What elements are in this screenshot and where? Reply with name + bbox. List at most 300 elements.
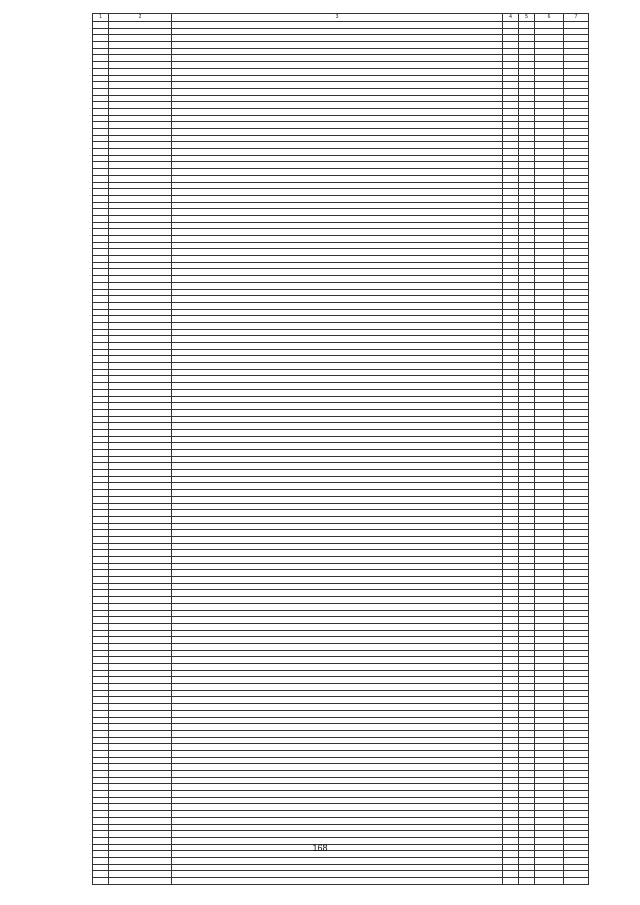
table-cell-col-3 xyxy=(172,195,503,202)
table-cell-col-4 xyxy=(503,296,519,303)
table-cell-col-1 xyxy=(93,871,109,878)
table-cell-col-7 xyxy=(564,329,589,336)
table-cell-col-4 xyxy=(503,530,519,537)
table-cell-col-7 xyxy=(564,797,589,804)
table-cell-col-3 xyxy=(172,35,503,42)
table-cell-col-1 xyxy=(93,730,109,737)
table-cell-col-7 xyxy=(564,664,589,671)
table-cell-col-6 xyxy=(535,710,564,717)
table-cell-col-4 xyxy=(503,169,519,176)
table-cell-col-1 xyxy=(93,844,109,851)
table-cell-col-1 xyxy=(93,376,109,383)
table-cell-col-6 xyxy=(535,797,564,804)
table-row xyxy=(93,724,589,731)
table-cell-col-2 xyxy=(109,824,172,831)
table-cell-col-5 xyxy=(519,831,535,838)
table-row xyxy=(93,316,589,323)
table-cell-col-7 xyxy=(564,229,589,236)
table-row xyxy=(93,169,589,176)
table-cell-col-5 xyxy=(519,677,535,684)
table-cell-col-2 xyxy=(109,617,172,624)
table-cell-col-3 xyxy=(172,817,503,824)
table-cell-col-7 xyxy=(564,483,589,490)
table-cell-col-5 xyxy=(519,236,535,243)
table-cell-col-4 xyxy=(503,677,519,684)
table-cell-col-5 xyxy=(519,650,535,657)
table-cell-col-5 xyxy=(519,383,535,390)
table-cell-col-2 xyxy=(109,102,172,109)
table-cell-col-5 xyxy=(519,229,535,236)
table-cell-col-3 xyxy=(172,329,503,336)
table-cell-col-6 xyxy=(535,831,564,838)
table-cell-col-7 xyxy=(564,583,589,590)
table-cell-col-4 xyxy=(503,463,519,470)
table-cell-col-1 xyxy=(93,429,109,436)
table-cell-col-4 xyxy=(503,590,519,597)
table-cell-col-1 xyxy=(93,670,109,677)
table-cell-col-7 xyxy=(564,242,589,249)
table-cell-col-6 xyxy=(535,470,564,477)
table-cell-col-5 xyxy=(519,737,535,744)
table-cell-col-4 xyxy=(503,222,519,229)
table-cell-col-7 xyxy=(564,590,589,597)
table-cell-col-7 xyxy=(564,476,589,483)
table-cell-col-3 xyxy=(172,744,503,751)
table-row xyxy=(93,791,589,798)
table-cell-col-3 xyxy=(172,229,503,236)
table-cell-col-4 xyxy=(503,730,519,737)
table-row xyxy=(93,343,589,350)
table-cell-col-5 xyxy=(519,108,535,115)
table-cell-col-1 xyxy=(93,182,109,189)
table-cell-col-4 xyxy=(503,831,519,838)
column-number-7: 7 xyxy=(564,14,589,22)
table-cell-col-3 xyxy=(172,108,503,115)
table-cell-col-3 xyxy=(172,730,503,737)
table-cell-col-5 xyxy=(519,296,535,303)
table-cell-col-6 xyxy=(535,22,564,29)
table-cell-col-5 xyxy=(519,851,535,858)
table-cell-col-4 xyxy=(503,791,519,798)
table-cell-col-3 xyxy=(172,737,503,744)
table-cell-col-6 xyxy=(535,55,564,62)
table-cell-col-5 xyxy=(519,710,535,717)
table-row xyxy=(93,730,589,737)
table-row xyxy=(93,209,589,216)
table-cell-col-3 xyxy=(172,215,503,222)
table-cell-col-7 xyxy=(564,62,589,69)
table-cell-col-5 xyxy=(519,777,535,784)
table-cell-col-4 xyxy=(503,817,519,824)
table-cell-col-6 xyxy=(535,376,564,383)
table-cell-col-4 xyxy=(503,483,519,490)
table-cell-col-6 xyxy=(535,129,564,136)
table-row xyxy=(93,603,589,610)
table-cell-col-7 xyxy=(564,650,589,657)
table-cell-col-1 xyxy=(93,195,109,202)
table-cell-col-4 xyxy=(503,583,519,590)
table-cell-col-4 xyxy=(503,229,519,236)
table-cell-col-7 xyxy=(564,757,589,764)
table-cell-col-1 xyxy=(93,503,109,510)
table-row xyxy=(93,617,589,624)
table-cell-col-5 xyxy=(519,416,535,423)
table-cell-col-7 xyxy=(564,710,589,717)
table-cell-col-4 xyxy=(503,844,519,851)
table-cell-col-7 xyxy=(564,316,589,323)
table-cell-col-2 xyxy=(109,590,172,597)
table-cell-col-3 xyxy=(172,617,503,624)
table-cell-col-6 xyxy=(535,316,564,323)
table-row xyxy=(93,470,589,477)
table-cell-col-4 xyxy=(503,871,519,878)
table-cell-col-6 xyxy=(535,202,564,209)
table-cell-col-3 xyxy=(172,249,503,256)
table-cell-col-6 xyxy=(535,764,564,771)
table-cell-col-6 xyxy=(535,577,564,584)
table-cell-col-2 xyxy=(109,677,172,684)
table-cell-col-3 xyxy=(172,650,503,657)
table-cell-col-7 xyxy=(564,503,589,510)
table-cell-col-4 xyxy=(503,316,519,323)
table-cell-col-2 xyxy=(109,570,172,577)
table-cell-col-1 xyxy=(93,135,109,142)
table-cell-col-6 xyxy=(535,697,564,704)
table-cell-col-6 xyxy=(535,436,564,443)
table-cell-col-5 xyxy=(519,543,535,550)
column-number-5: 5 xyxy=(519,14,535,22)
table-cell-col-2 xyxy=(109,236,172,243)
table-cell-col-4 xyxy=(503,804,519,811)
table-cell-col-4 xyxy=(503,309,519,316)
table-row xyxy=(93,429,589,436)
table-cell-col-4 xyxy=(503,423,519,430)
table-cell-col-5 xyxy=(519,724,535,731)
table-row xyxy=(93,530,589,537)
table-cell-col-3 xyxy=(172,42,503,49)
table-cell-col-3 xyxy=(172,155,503,162)
table-cell-col-3 xyxy=(172,697,503,704)
table-cell-col-6 xyxy=(535,483,564,490)
table-cell-col-4 xyxy=(503,563,519,570)
table-cell-col-1 xyxy=(93,48,109,55)
table-cell-col-3 xyxy=(172,209,503,216)
table-row xyxy=(93,757,589,764)
table-cell-col-1 xyxy=(93,443,109,450)
table-row xyxy=(93,162,589,169)
table-cell-col-3 xyxy=(172,48,503,55)
table-cell-col-5 xyxy=(519,563,535,570)
table-row xyxy=(93,48,589,55)
table-cell-col-2 xyxy=(109,162,172,169)
table-row xyxy=(93,28,589,35)
table-row xyxy=(93,550,589,557)
table-cell-col-1 xyxy=(93,102,109,109)
table-cell-col-4 xyxy=(503,202,519,209)
table-cell-col-3 xyxy=(172,764,503,771)
table-cell-col-1 xyxy=(93,824,109,831)
table-cell-col-4 xyxy=(503,343,519,350)
table-cell-col-6 xyxy=(535,643,564,650)
table-cell-col-6 xyxy=(535,557,564,564)
table-cell-col-4 xyxy=(503,837,519,844)
table-cell-col-3 xyxy=(172,804,503,811)
table-cell-col-6 xyxy=(535,169,564,176)
table-cell-col-6 xyxy=(535,276,564,283)
table-row xyxy=(93,490,589,497)
table-cell-col-6 xyxy=(535,597,564,604)
table-cell-col-6 xyxy=(535,389,564,396)
table-cell-col-6 xyxy=(535,784,564,791)
table-cell-col-1 xyxy=(93,236,109,243)
table-cell-col-3 xyxy=(172,443,503,450)
table-row xyxy=(93,557,589,564)
table-cell-col-3 xyxy=(172,831,503,838)
table-cell-col-5 xyxy=(519,175,535,182)
table-cell-col-3 xyxy=(172,597,503,604)
table-cell-col-2 xyxy=(109,664,172,671)
table-cell-col-5 xyxy=(519,744,535,751)
table-cell-col-3 xyxy=(172,68,503,75)
table-row xyxy=(93,623,589,630)
table-cell-col-2 xyxy=(109,710,172,717)
table-cell-col-4 xyxy=(503,623,519,630)
table-cell-col-4 xyxy=(503,764,519,771)
table-cell-col-3 xyxy=(172,550,503,557)
table-cell-col-4 xyxy=(503,356,519,363)
table-cell-col-6 xyxy=(535,878,564,885)
table-row xyxy=(93,182,589,189)
table-cell-col-1 xyxy=(93,563,109,570)
table-cell-col-2 xyxy=(109,510,172,517)
table-cell-col-5 xyxy=(519,603,535,610)
table-cell-col-1 xyxy=(93,690,109,697)
table-cell-col-7 xyxy=(564,376,589,383)
table-cell-col-2 xyxy=(109,623,172,630)
table-cell-col-2 xyxy=(109,108,172,115)
table-cell-col-3 xyxy=(172,189,503,196)
table-row xyxy=(93,563,589,570)
table-row xyxy=(93,215,589,222)
table-cell-col-7 xyxy=(564,463,589,470)
table-cell-col-1 xyxy=(93,363,109,370)
table-cell-col-2 xyxy=(109,376,172,383)
table-cell-col-3 xyxy=(172,784,503,791)
table-row xyxy=(93,516,589,523)
table-cell-col-5 xyxy=(519,55,535,62)
table-cell-col-6 xyxy=(535,844,564,851)
table-cell-col-6 xyxy=(535,155,564,162)
table-cell-col-3 xyxy=(172,262,503,269)
table-row xyxy=(93,222,589,229)
table-cell-col-3 xyxy=(172,409,503,416)
table-cell-col-7 xyxy=(564,804,589,811)
table-cell-col-4 xyxy=(503,276,519,283)
table-cell-col-2 xyxy=(109,657,172,664)
table-cell-col-2 xyxy=(109,82,172,89)
table-cell-col-7 xyxy=(564,690,589,697)
table-cell-col-6 xyxy=(535,590,564,597)
table-cell-col-4 xyxy=(503,383,519,390)
table-cell-col-3 xyxy=(172,684,503,691)
table-cell-col-1 xyxy=(93,650,109,657)
table-cell-col-5 xyxy=(519,356,535,363)
table-cell-col-2 xyxy=(109,643,172,650)
table-cell-col-5 xyxy=(519,557,535,564)
table-cell-col-3 xyxy=(172,102,503,109)
table-cell-col-5 xyxy=(519,590,535,597)
table-cell-col-7 xyxy=(564,557,589,564)
table-cell-col-3 xyxy=(172,791,503,798)
table-cell-col-5 xyxy=(519,369,535,376)
table-cell-col-4 xyxy=(503,336,519,343)
table-cell-col-2 xyxy=(109,750,172,757)
table-cell-col-2 xyxy=(109,175,172,182)
table-row xyxy=(93,423,589,430)
table-row xyxy=(93,129,589,136)
table-cell-col-7 xyxy=(564,791,589,798)
table-cell-col-5 xyxy=(519,155,535,162)
table-cell-col-6 xyxy=(535,35,564,42)
table-cell-col-6 xyxy=(535,363,564,370)
table-cell-col-1 xyxy=(93,215,109,222)
page-number: 168 xyxy=(312,843,328,853)
table-cell-col-7 xyxy=(564,817,589,824)
table-cell-col-7 xyxy=(564,22,589,29)
table-cell-col-3 xyxy=(172,175,503,182)
table-cell-col-5 xyxy=(519,249,535,256)
table-cell-col-5 xyxy=(519,329,535,336)
table-cell-col-4 xyxy=(503,690,519,697)
table-cell-col-7 xyxy=(564,349,589,356)
table-cell-col-4 xyxy=(503,256,519,263)
table-cell-col-2 xyxy=(109,717,172,724)
table-cell-col-4 xyxy=(503,48,519,55)
table-cell-col-3 xyxy=(172,343,503,350)
table-row xyxy=(93,62,589,69)
table-cell-col-6 xyxy=(535,804,564,811)
table-cell-col-2 xyxy=(109,155,172,162)
table-cell-col-6 xyxy=(535,523,564,530)
table-cell-col-6 xyxy=(535,142,564,149)
table-cell-col-7 xyxy=(564,563,589,570)
table-cell-col-4 xyxy=(503,516,519,523)
table-cell-col-6 xyxy=(535,737,564,744)
table-cell-col-2 xyxy=(109,389,172,396)
table-cell-col-5 xyxy=(519,389,535,396)
table-cell-col-5 xyxy=(519,436,535,443)
table-row xyxy=(93,690,589,697)
table-cell-col-5 xyxy=(519,409,535,416)
table-cell-col-2 xyxy=(109,222,172,229)
table-cell-col-1 xyxy=(93,530,109,537)
table-cell-col-7 xyxy=(564,516,589,523)
table-cell-col-7 xyxy=(564,95,589,102)
table-cell-col-7 xyxy=(564,363,589,370)
table-cell-col-1 xyxy=(93,710,109,717)
table-cell-col-1 xyxy=(93,791,109,798)
table-cell-col-1 xyxy=(93,122,109,129)
table-cell-col-2 xyxy=(109,878,172,885)
table-cell-col-6 xyxy=(535,771,564,778)
table-cell-col-1 xyxy=(93,523,109,530)
table-row xyxy=(93,175,589,182)
table-cell-col-6 xyxy=(535,135,564,142)
table-cell-col-3 xyxy=(172,62,503,69)
table-cell-col-7 xyxy=(564,670,589,677)
table-cell-col-3 xyxy=(172,82,503,89)
table-cell-col-7 xyxy=(564,189,589,196)
table-cell-col-2 xyxy=(109,597,172,604)
table-cell-col-2 xyxy=(109,523,172,530)
table-cell-col-7 xyxy=(564,396,589,403)
table-cell-col-6 xyxy=(535,503,564,510)
table-cell-col-7 xyxy=(564,122,589,129)
table-cell-col-2 xyxy=(109,135,172,142)
table-cell-col-2 xyxy=(109,791,172,798)
table-cell-col-5 xyxy=(519,697,535,704)
table-cell-col-4 xyxy=(503,523,519,530)
table-row xyxy=(93,750,589,757)
table-cell-col-3 xyxy=(172,690,503,697)
table-cell-col-1 xyxy=(93,389,109,396)
table-cell-col-2 xyxy=(109,864,172,871)
table-cell-col-4 xyxy=(503,349,519,356)
table-cell-col-5 xyxy=(519,256,535,263)
table-cell-col-4 xyxy=(503,155,519,162)
table-cell-col-4 xyxy=(503,684,519,691)
table-cell-col-1 xyxy=(93,470,109,477)
table-cell-col-1 xyxy=(93,423,109,430)
table-cell-col-1 xyxy=(93,450,109,457)
table-cell-col-7 xyxy=(564,142,589,149)
table-cell-col-5 xyxy=(519,423,535,430)
table-cell-col-4 xyxy=(503,369,519,376)
table-row xyxy=(93,456,589,463)
table-cell-col-5 xyxy=(519,664,535,671)
table-cell-col-7 xyxy=(564,256,589,263)
table-cell-col-6 xyxy=(535,282,564,289)
table-cell-col-1 xyxy=(93,222,109,229)
table-cell-col-4 xyxy=(503,282,519,289)
table-cell-col-4 xyxy=(503,643,519,650)
column-number-3: 3 xyxy=(172,14,503,22)
table-cell-col-4 xyxy=(503,135,519,142)
table-cell-col-3 xyxy=(172,630,503,637)
table-cell-col-4 xyxy=(503,129,519,136)
table-cell-col-5 xyxy=(519,690,535,697)
table-cell-col-5 xyxy=(519,82,535,89)
table-cell-col-2 xyxy=(109,757,172,764)
table-row xyxy=(93,510,589,517)
table-cell-col-4 xyxy=(503,108,519,115)
table-row xyxy=(93,496,589,503)
table-cell-col-1 xyxy=(93,249,109,256)
table-cell-col-1 xyxy=(93,269,109,276)
table-cell-col-1 xyxy=(93,603,109,610)
table-cell-col-5 xyxy=(519,536,535,543)
table-cell-col-4 xyxy=(503,429,519,436)
table-cell-col-6 xyxy=(535,623,564,630)
table-cell-col-7 xyxy=(564,857,589,864)
table-cell-col-6 xyxy=(535,28,564,35)
table-cell-col-4 xyxy=(503,824,519,831)
table-cell-col-7 xyxy=(564,490,589,497)
table-cell-col-1 xyxy=(93,282,109,289)
table-cell-col-6 xyxy=(535,162,564,169)
table-row xyxy=(93,356,589,363)
table-cell-col-1 xyxy=(93,456,109,463)
